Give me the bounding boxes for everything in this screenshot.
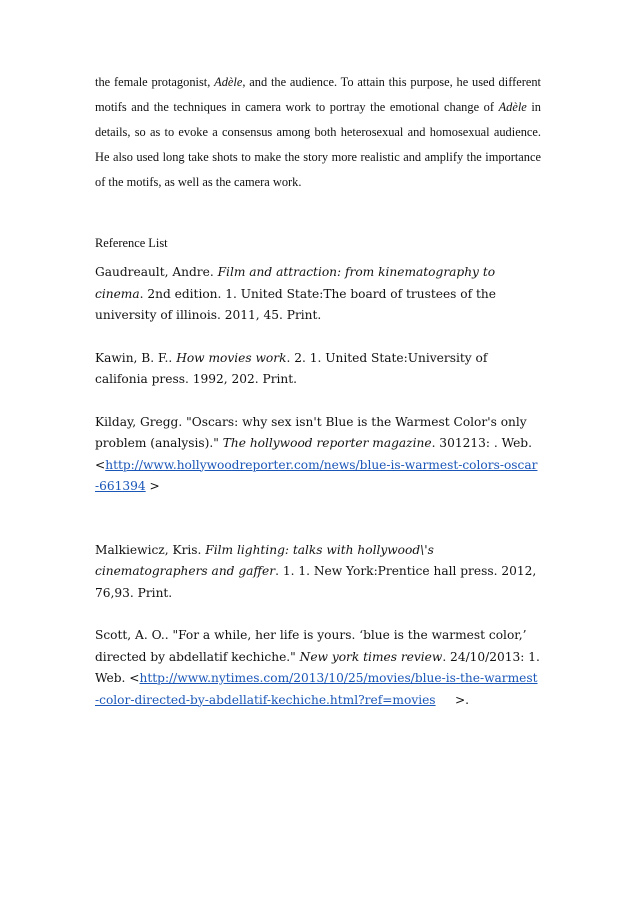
reference-item: Kawin, B. F.. How movies work. 2. 1. United State:University of califonia press. 1992, 202. Print. — [95, 350, 488, 386]
character-name: Adèle — [214, 75, 243, 89]
body-text: the female protagonist, — [95, 75, 215, 89]
body-text: , and the audience. To attain this purpose, he used different motifs and the techniques in camera work to portray the emotional change of — [95, 75, 541, 114]
character-name: Adèle — [498, 100, 527, 114]
body-text: in details, so as to evoke a consensus among both heterosexual and homosexual audience. He also used long take shots to make the story more realistic and amplify the importance of the motifs, as well as the camera work. — [95, 100, 541, 189]
reference-item: Scott, A. O.. "For a while, her life is yours. ‘blue is the warmest color,’ directed by abdellatif kechiche." New york times review. 24/10/2013: 1. Web. <http://www.nytimes.com/2013/10/25/movies/blue-is-the-warmest-color-directed-by-abdellatif-kechiche.html?ref=movies >. — [95, 628, 540, 707]
reference-item: Gaudreault, Andre. Film and attraction: from kinematography to cinema. 2nd edition. 1. United State:The board of trustees of the university of illinois. 2011, 45. Print. — [95, 265, 496, 322]
reference-link[interactable]: http://www.hollywoodreporter.com/news/blue-is-warmest-colors-oscar-661394 — [95, 457, 538, 493]
reference-title: New york times review — [299, 649, 443, 664]
reference-item: Kilday, Gregg. "Oscars: why sex isn't Blue is the Warmest Color's only problem (analysis)." The hollywood reporter magazine. 301213: . Web. <http://www.hollywoodreporter.com/news/blue-is-warmest-colors-oscar-661394 > — [95, 414, 538, 493]
reference-list-heading: Reference List — [95, 236, 168, 250]
reference-link[interactable]: http://www.nytimes.com/2013/10/25/movies/blue-is-the-warmest-color-directed-by-abdellatif-kechiche.html?ref=movies — [95, 671, 538, 707]
reference-title: Film lighting: talks with hollywood\'s cinematographers and gaffer — [95, 542, 434, 578]
document-page — [95, 70, 541, 707]
reference-item: Malkiewicz, Kris. Film lighting: talks with hollywood\'s cinematographers and gaffer. 1. 1. New York:Prentice hall press. 2012, 76,93. Print. — [95, 542, 537, 600]
reference-title: How movies work — [176, 350, 287, 365]
reference-title: Film and attraction: from kinematography to cinema — [95, 265, 496, 301]
body-paragraph — [95, 70, 541, 195]
reference-list — [95, 262, 541, 711]
reference-title: The hollywood reporter magazine — [222, 436, 432, 450]
